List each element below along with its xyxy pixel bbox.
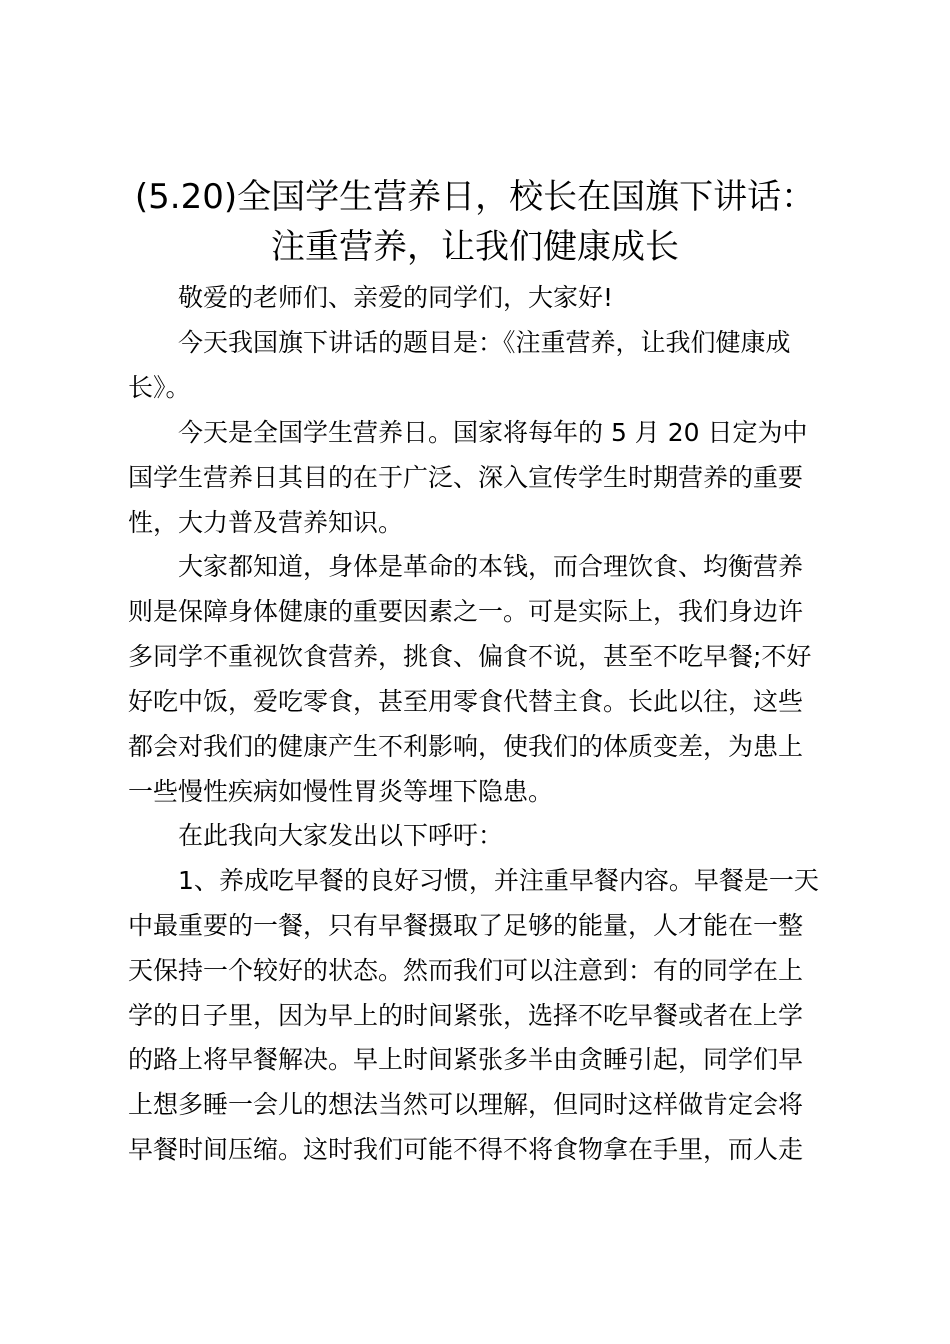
- body-line: 在此我向大家发出以下呼吁：: [178, 821, 504, 850]
- document-title-line-1: (5.20)全国学生营养日，校长在国旗下讲话：: [134, 177, 816, 217]
- body-line: 中最重要的一餐，只有早餐摄取了足够的能量，人才能在一整: [128, 911, 804, 940]
- body-line: 都会对我们的健康产生不利影响，使我们的体质变差，为患上: [128, 732, 804, 761]
- body-line: 一些慢性疾病如慢性胃炎等埋下隐患。: [128, 777, 554, 806]
- body-line: 长》。: [128, 373, 191, 402]
- body-line: 1、养成吃早餐的良好习惯，并注重早餐内容。早餐是一天: [178, 866, 819, 895]
- body-line: 大家都知道，身体是革命的本钱，而合理饮食、均衡营养: [178, 552, 804, 581]
- document-title-line-2: 注重营养，让我们健康成长: [271, 227, 679, 267]
- body-line: 性，大力普及营养知识。: [128, 508, 404, 537]
- body-line: 早餐时间压缩。这时我们可能不得不将食物拿在手里，而人走: [128, 1135, 804, 1164]
- body-line: 的路上将早餐解决。早上时间紧张多半由贪睡引起，同学们早: [128, 1045, 804, 1074]
- body-line: 今天是全国学生营养日。国家将每年的 5 月 20 日定为中: [178, 418, 808, 447]
- body-line: 天保持一个较好的状态。然而我们可以注意到：有的同学在上: [128, 956, 804, 985]
- body-line: 多同学不重视饮食营养，挑食、偏食不说，甚至不吃早餐;不好: [128, 642, 812, 671]
- body-line: 上想多睡一会儿的想法当然可以理解，但同时这样做肯定会将: [128, 1090, 804, 1119]
- greeting-line: 敬爱的老师们、亲爱的同学们，大家好!: [178, 283, 614, 312]
- body-line: 好吃中饭，爱吃零食，甚至用零食代替主食。长此以往，这些: [128, 687, 804, 716]
- body-line: 今天我国旗下讲话的题目是：《注重营养，让我们健康成: [178, 328, 791, 357]
- body-line: 则是保障身体健康的重要因素之一。可是实际上，我们身边许: [128, 597, 804, 626]
- body-line: 国学生营养日其目的在于广泛、深入宣传学生时期营养的重要: [128, 463, 804, 492]
- body-line: 学的日子里，因为早上的时间紧张，选择不吃早餐或者在上学: [128, 1001, 804, 1030]
